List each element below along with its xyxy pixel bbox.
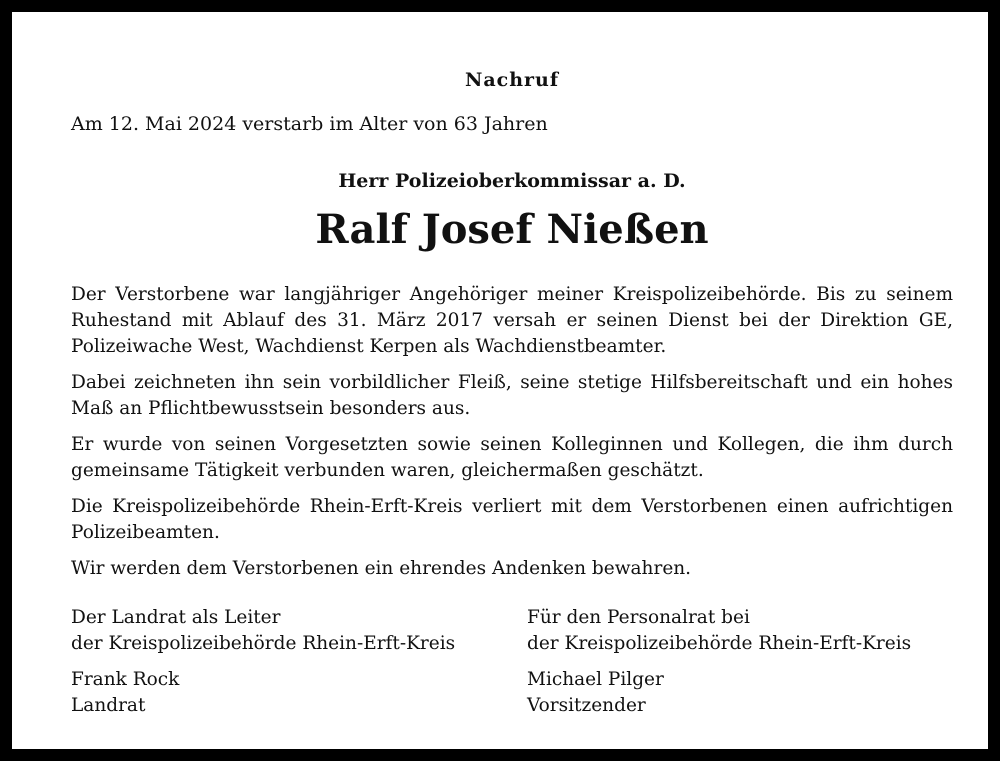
paragraph-remembrance: Wir werden dem Verstorbenen ein ehrendes Andenken bewahren.	[71, 558, 692, 579]
notice-body	[71, 282, 953, 592]
notice-intro: Am 12. Mai 2024 verstarb im Alter von 63 Jahren	[71, 113, 548, 135]
signature-landrat	[71, 605, 511, 719]
signature-right-role-line1: Für den Personalrat bei	[527, 607, 750, 628]
signature-left-role-line1: Der Landrat als Leiter	[71, 607, 281, 628]
deceased-rank: Herr Polizeioberkommissar a. D.	[338, 170, 686, 192]
paragraph-service: Der Verstorbene war langjähriger Angehöriger meiner Kreispolizeibehörde. Bis zu seinem Ruhestand mit Ablauf des 31. März 2017 versah er seinen Dienst bei der Direktion GE, Polizeiwache West, Wachdienst Kerpen als Wachdienstbeamter.	[71, 284, 953, 357]
notice-heading: Nachruf	[464, 69, 560, 91]
paragraph-loss: Die Kreispolizeibehörde Rhein-Erft-Kreis verliert mit dem Verstorbenen einen aufrichtigen Polizeibeamten.	[71, 496, 953, 543]
deceased-name: Ralf Josef Nießen	[315, 206, 709, 253]
signature-left-name: Frank Rock	[71, 669, 180, 690]
signature-left-spacer	[71, 657, 511, 667]
signature-right-title: Vorsitzender	[527, 695, 646, 716]
signature-left-role-line2: der Kreispolizeibehörde Rhein-Erft-Kreis	[71, 633, 456, 654]
signature-right-name: Michael Pilger	[527, 669, 664, 690]
signature-right-spacer	[527, 657, 967, 667]
signature-right-role-line2: der Kreispolizeibehörde Rhein-Erft-Kreis	[527, 633, 912, 654]
signature-block	[71, 605, 953, 725]
paragraph-colleagues: Er wurde von seinen Vorgesetzten sowie seinen Kolleginnen und Kollegen, die ihm durch gemeinsame Tätigkeit verbunden waren, gleichermaßen geschätzt.	[71, 434, 953, 481]
paragraph-qualities: Dabei zeichneten ihn sein vorbildlicher Fleiß, seine stetige Hilfsbereitschaft und ein hohes Maß an Pflichtbewusstsein besonders aus.	[71, 372, 953, 419]
signature-left-title: Landrat	[71, 695, 146, 716]
signature-personalrat	[527, 605, 967, 719]
